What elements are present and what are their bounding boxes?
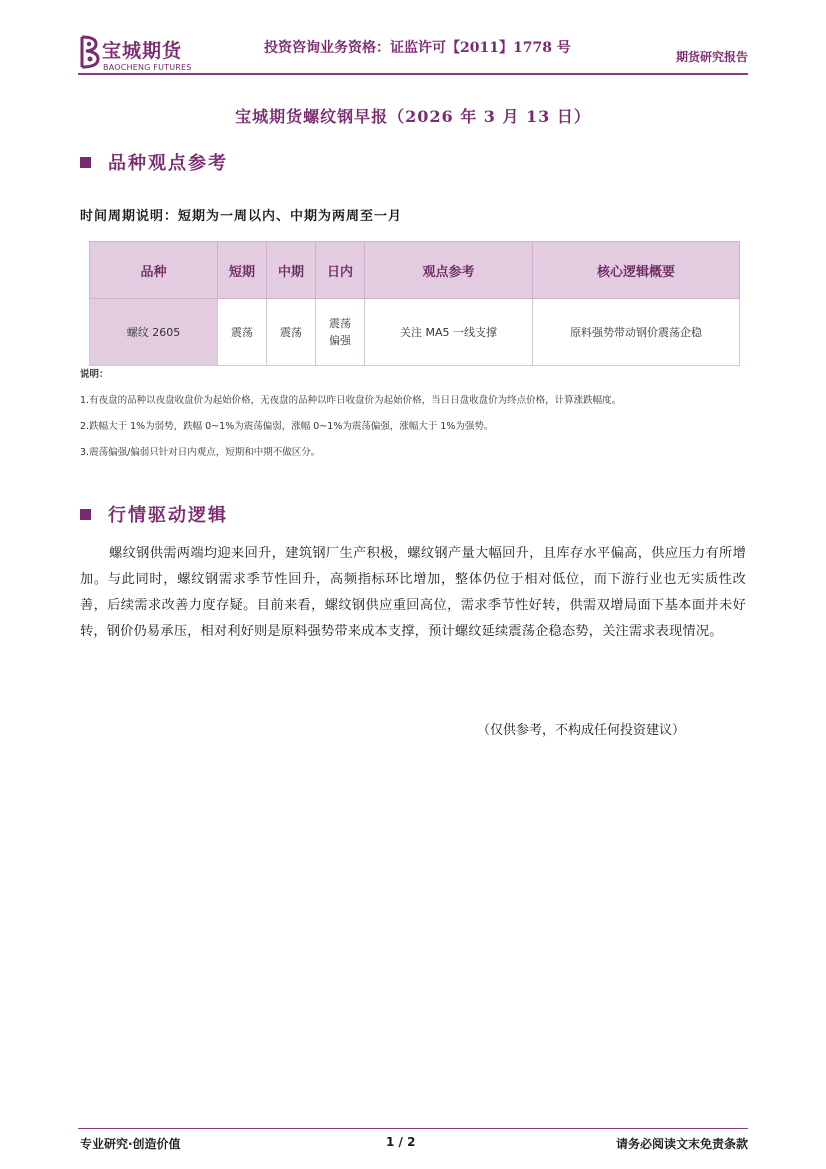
footer-disclaimer-link: 请务必阅读文末免责条款 [615,1137,748,1151]
notes-block [80,367,746,471]
disclaimer-note: （仅供参考，不构成任何投资建议） [477,723,686,738]
square-bullet-icon [80,509,91,520]
report-type-label: 期货研究报告 [675,50,748,64]
footer-divider [78,1128,748,1129]
logic-cell: 原料强势带动钢价震荡企稳 [533,299,740,366]
section-heading-drivers [80,502,228,526]
page-number: 1 / 2 [386,1135,416,1149]
intraday-cell [316,299,365,366]
intraday-line: 偏强 [329,334,351,347]
logo-mark-icon [78,34,102,70]
header-divider [78,73,748,75]
intraday-line: 震荡 [329,317,351,330]
column-header: 日内 [316,242,365,299]
mid-term-cell: 震荡 [267,299,316,366]
logo-english-name: BAOCHENG FUTURES [103,63,192,72]
column-header: 品种 [90,242,218,299]
document-title: 宝城期货螺纹钢早报（2026 年 3 月 13 日） [235,107,591,126]
column-header: 短期 [218,242,267,299]
column-header: 观点参考 [365,242,533,299]
column-header: 中期 [267,242,316,299]
market-analysis-paragraph: 螺纹钢供需两端均迎来回升，建筑钢厂生产积极，螺纹钢产量大幅回升，且库存水平偏高，供应压力有所增加。与此同时，螺纹钢需求季节性回升，高频指标环比增加，整体仍位于相对低位，而下游行业也无实质性改善，后续需求改善力度存疑。目前来看，螺纹钢供应重回高位，需求季节性好转，供需双增局面下基本面并未好转，钢价仍易承压，相对利好则是原料强势带来成本支撑，预计螺纹延续震荡企稳态势，关注需求表现情况。 [80,546,746,639]
section-heading-views [80,150,228,174]
short-term-cell: 震荡 [218,299,267,366]
view-table [89,241,740,366]
variety-cell: 螺纹 2605 [90,299,218,366]
period-note: 时间周期说明：短期为一周以内、中期为两周至一月 [80,209,403,224]
footer-slogan: 专业研究·创造价值 [80,1137,181,1151]
note-item: 2.跌幅大于 1%为弱势，跌幅 0~1%为震荡偏弱，涨幅 0~1%为震荡偏强，涨幅大于 1%为强势。 [80,421,494,432]
note-item: 3.震荡偏强/偏弱只针对日内观点，短期和中期不做区分。 [80,447,321,458]
column-header: 核心逻辑概要 [533,242,740,299]
logo-chinese-name: 宝城期货 [102,40,183,62]
section-title: 行情驱动逻辑 [108,505,228,526]
note-item: 1.有夜盘的品种以夜盘收盘价为起始价格，无夜盘的品种以昨日收盘价为起始价格，当日日盘收盘价为终点价格，计算涨跌幅度。 [80,395,622,406]
table-row [90,299,740,366]
section-title: 品种观点参考 [108,153,228,174]
square-bullet-icon [80,157,91,168]
page-header [78,30,748,74]
view-cell: 关注 MA5 一线支撑 [365,299,533,366]
notes-label: 说明： [80,369,109,380]
table-header-row [90,242,740,299]
company-logo [78,34,208,74]
qualification-text: 投资咨询业务资格：证监许可【2011】1778 号 [264,40,571,56]
